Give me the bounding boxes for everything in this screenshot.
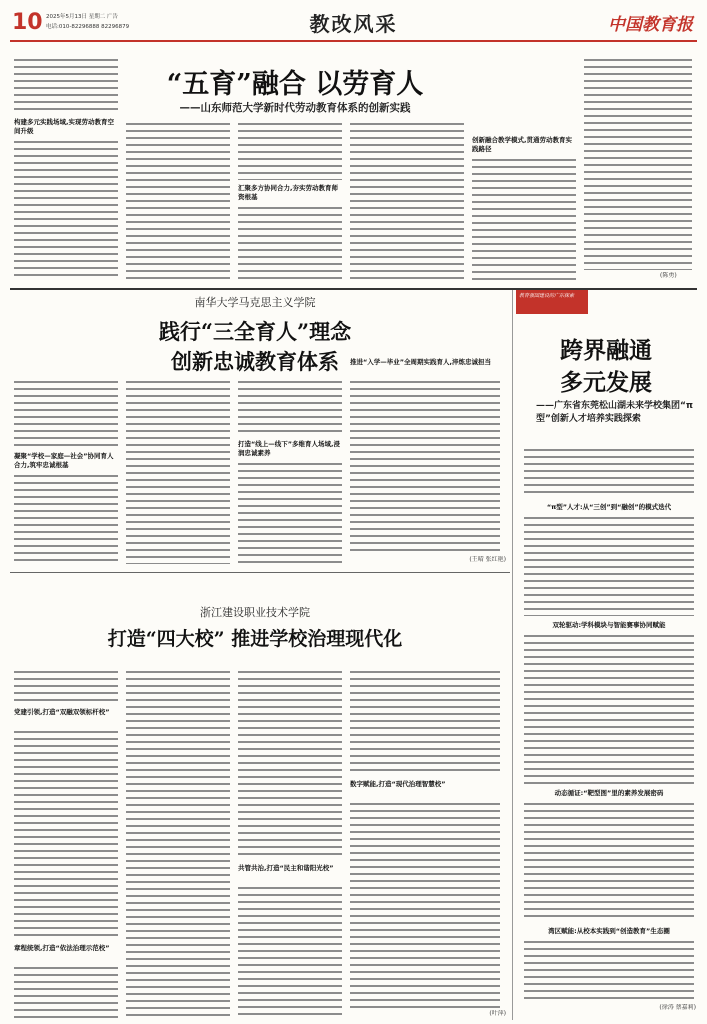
zhejiang-col1b [14,730,118,940]
body-text-col3b [238,206,342,280]
dongguan-subhead-4: 湾区赋能:从校本实践到“创造教育”生态圈 [548,927,670,935]
top-subhead-1: 构建多元实践场域,实现劳动教育空间升级 [14,118,114,135]
body-text-col1 [14,58,118,114]
dongguan-body-2 [524,634,694,784]
zhejiang-article [0,574,510,1024]
zhejiang-school: 浙江建设职业技术学院 [200,606,310,619]
nanhua-title-line1: 践行“三全育人”理念 [158,319,352,344]
top-article-subtitle: ——山东师范大学新时代劳动教育体系的创新实践 [179,102,411,114]
dongguan-title-line2: 多元发展 [560,369,652,396]
nanhua-col3b [238,462,342,564]
top-article-title: “五育”融合 以劳育人 [166,69,424,100]
nanhua-col1a [14,380,118,450]
top-article-author: (陈勇) [660,272,677,279]
nanhua-author: (王晴 张红艳) [469,556,506,563]
dongguan-subhead-1: “π型”人才:从“三创”到“融创”的模式迭代 [546,503,672,511]
masthead-logo: 中国教育报 [608,15,693,35]
zhejiang-col3a [238,670,342,860]
nanhua-article [0,290,510,570]
dongguan-subtitle: ——广东省东莞松山湖未来学校集团“π型”创新人才培养实践探索 [536,401,694,424]
zhejiang-title: 打造“四大校” 推进学校治理现代化 [107,628,403,650]
dongguan-body-1 [524,516,694,616]
nanhua-title-line2: 创新忠诚教育体系 [171,349,339,374]
zhejiang-col1c [14,966,118,1018]
body-text-col3 [238,122,342,180]
nanhua-subhead-3: 推进“入学—毕业”全周期实践育人,淬炼忠诚担当 [350,358,492,366]
nanhua-col1b [14,474,118,564]
nanhua-subhead-1: 凝聚“学校—家庭—社会”协同育人合力,筑牢忠诚根基 [14,452,114,469]
nanhua-col4 [350,380,500,556]
phone-line: 电话:010-82296888 82296879 [46,24,130,30]
zhejiang-col4a [350,670,500,776]
zhejiang-col3b [238,886,342,1018]
column-divider [512,290,513,1020]
nanhua-subhead-2: 打造“线上—线下”多维育人场域,浸润忠诚素养 [238,440,341,457]
guangdong-explore-logo-text: 教育强国建设的广东探索 [519,293,575,299]
body-text-col4 [350,122,464,280]
body-text-col2 [126,122,230,280]
top-article [0,44,707,286]
top-subhead-2: 汇聚多方协同合力,夯实劳动教育师资根基 [238,184,338,201]
body-text-col1b [14,140,118,280]
guangdong-explore-logo [516,290,588,314]
dongguan-article [516,290,698,1020]
body-text-col5 [472,158,576,280]
zhejiang-col2 [126,670,230,1018]
zhejiang-top-rule [10,572,510,573]
nanhua-school: 南华大学马克思主义学院 [194,296,316,309]
dongguan-subhead-2: 双轮驱动:学科模块与智能赛事协同赋能 [552,621,666,629]
page-number: 10 [12,10,43,35]
zhejiang-col4b [350,802,500,1008]
nanhua-col3a [238,380,342,436]
zhejiang-subhead-2: 章程统领,打造“依法治理示范校” [14,944,110,952]
dongguan-body-4 [524,940,694,1000]
dongguan-author: (徐涛 蔡嘉莉) [659,1004,696,1011]
zhejiang-subhead-3: 共管共治,打造“民主和谐阳光校” [238,864,334,872]
dongguan-subhead-3: 动态循证:“靶型图”里的素养发展密码 [554,789,664,797]
zhejiang-subhead-4: 数字赋能,打造“现代治理智慧校” [350,780,446,788]
top-subhead-3: 创新融合教学模式,贯通劳动教育实践路径 [472,136,572,153]
zhejiang-author: (叶萍) [489,1010,506,1017]
date-line: 2025年5月13日 星期二 广告 [46,14,118,20]
header-rule [10,40,697,42]
zhejiang-subhead-1: 党建引领,打造“双融双领标杆校” [14,708,110,716]
section-title: 教改风采 [309,12,398,36]
zhejiang-col1a [14,670,118,704]
dongguan-body-3 [524,802,694,922]
nanhua-col2 [126,380,230,564]
page-header [0,0,707,44]
dongguan-intro [524,448,694,498]
body-text-col6 [584,58,692,270]
dongguan-title-line1: 跨界融通 [560,337,652,364]
